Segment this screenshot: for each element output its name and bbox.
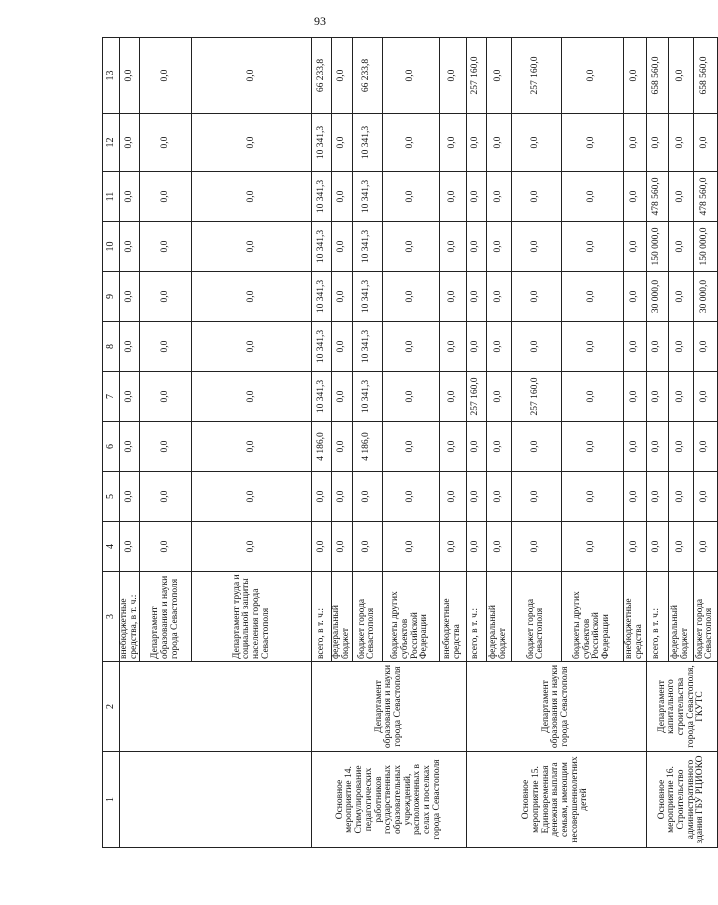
value-cell: 0,0 [561, 522, 623, 572]
header-cell: 9 [103, 272, 120, 322]
value-cell: 0,0 [623, 172, 646, 222]
header-cell: 2 [103, 662, 120, 752]
funding-source-cell: внебюджетные средства [623, 572, 646, 662]
value-cell: 0,0 [192, 372, 312, 422]
value-cell: 0,0 [561, 272, 623, 322]
value-cell: 0,0 [466, 222, 486, 272]
header-cell: 1 [103, 752, 120, 848]
value-cell: 0,0 [623, 422, 646, 472]
value-cell: 0,0 [466, 272, 486, 322]
value-cell: 0,0 [693, 522, 717, 572]
value-cell: 0,0 [140, 472, 192, 522]
value-cell: 0,0 [668, 222, 693, 272]
value-cell: 0,0 [382, 272, 439, 322]
value-cell: 0,0 [486, 422, 511, 472]
value-cell: 0,0 [668, 172, 693, 222]
value-cell: 0,0 [382, 472, 439, 522]
value-cell: 0,0 [511, 322, 561, 372]
value-cell: 0,0 [466, 172, 486, 222]
value-cell: 0,0 [668, 322, 693, 372]
value-cell: 0,0 [646, 472, 668, 522]
value-cell: 257 160,0 [511, 38, 561, 114]
header-cell: 6 [103, 422, 120, 472]
table-row [312, 38, 332, 848]
value-cell: 0,0 [332, 522, 352, 572]
value-cell: 0,0 [511, 422, 561, 472]
value-cell: 0,0 [511, 472, 561, 522]
value-cell: 0,0 [332, 272, 352, 322]
funding-source-cell: федеральный бюджет [332, 572, 352, 662]
value-cell: 0,0 [439, 114, 466, 172]
value-cell: 658 560,0 [646, 38, 668, 114]
value-cell: 0,0 [140, 272, 192, 322]
value-cell: 0,0 [623, 472, 646, 522]
value-cell: 257 160,0 [466, 372, 486, 422]
value-cell: 0,0 [623, 114, 646, 172]
value-cell: 4 186,0 [352, 422, 382, 472]
value-cell: 0,0 [140, 114, 192, 172]
header-cell: 4 [103, 522, 120, 572]
value-cell: 0,0 [332, 172, 352, 222]
page-number: 93 [314, 14, 326, 28]
value-cell: 0,0 [561, 172, 623, 222]
rotated-table-container [102, 38, 715, 848]
value-cell: 0,0 [646, 422, 668, 472]
table-body [103, 38, 718, 848]
value-cell: 0,0 [511, 222, 561, 272]
value-cell: 0,0 [693, 472, 717, 522]
value-cell: 257 160,0 [511, 372, 561, 422]
value-cell: 0,0 [466, 322, 486, 372]
value-cell: 0,0 [120, 222, 140, 272]
value-cell: 10 341,3 [312, 222, 332, 272]
value-cell: 0,0 [668, 38, 693, 114]
header-cell: 8 [103, 322, 120, 372]
value-cell: 0,0 [623, 372, 646, 422]
executor-cell [120, 662, 312, 752]
event-cell: Основное мероприятие 14. Стимулирование педагогических работников государственных образовательных учреждений, расположенных в селах и поселках города Севастополя [312, 752, 466, 848]
value-cell: 0,0 [623, 222, 646, 272]
value-cell: 478 560,0 [693, 172, 717, 222]
executor-cell: Департамент капитального строительства города Севастополя, ГКУТС [646, 662, 717, 752]
value-cell: 0,0 [382, 114, 439, 172]
value-cell: 0,0 [439, 372, 466, 422]
value-cell: 0,0 [332, 114, 352, 172]
value-cell: 0,0 [439, 272, 466, 322]
value-cell: 478 560,0 [646, 172, 668, 222]
value-cell: 10 341,3 [352, 372, 382, 422]
value-cell: 150 000,0 [646, 222, 668, 272]
value-cell: 0,0 [192, 422, 312, 472]
value-cell: 0,0 [332, 222, 352, 272]
value-cell: 30 000,0 [693, 272, 717, 322]
value-cell: 0,0 [486, 472, 511, 522]
value-cell: 10 341,3 [312, 372, 332, 422]
value-cell: 0,0 [486, 38, 511, 114]
value-cell: 0,0 [382, 172, 439, 222]
value-cell: 10 341,3 [352, 272, 382, 322]
header-cell: 10 [103, 222, 120, 272]
value-cell: 0,0 [192, 322, 312, 372]
value-cell: 0,0 [466, 114, 486, 172]
header-cell: 7 [103, 372, 120, 422]
funding-source-cell: федеральный бюджет [486, 572, 511, 662]
value-cell: 0,0 [192, 522, 312, 572]
value-cell: 0,0 [382, 372, 439, 422]
value-cell: 0,0 [382, 38, 439, 114]
value-cell: 10 341,3 [352, 172, 382, 222]
header-row [103, 38, 120, 848]
value-cell: 0,0 [140, 222, 192, 272]
value-cell: 0,0 [486, 272, 511, 322]
value-cell: 0,0 [140, 372, 192, 422]
funding-source-cell: внебюджетные средства [439, 572, 466, 662]
value-cell: 0,0 [561, 222, 623, 272]
value-cell: 0,0 [382, 522, 439, 572]
executor-cell: Департамент образования и науки города Севастополя [466, 662, 646, 752]
funding-source-cell: бюджет города Севастополя [693, 572, 717, 662]
value-cell: 0,0 [192, 272, 312, 322]
executor-cell: Департамент образования и науки города Севастополя [312, 662, 466, 752]
value-cell: 0,0 [668, 272, 693, 322]
budget-table [102, 37, 718, 848]
value-cell: 66 233,8 [312, 38, 332, 114]
value-cell: 0,0 [120, 114, 140, 172]
value-cell: 0,0 [312, 522, 332, 572]
value-cell: 0,0 [352, 472, 382, 522]
funding-source-cell: всего, в т. ч.: [646, 572, 668, 662]
value-cell: 0,0 [693, 372, 717, 422]
value-cell: 0,0 [486, 372, 511, 422]
event-cell: Основное мероприятие 15. Единовременная денежная выплата семьям, имеющим несовершеннолетних детей [466, 752, 646, 848]
table-row [646, 38, 668, 848]
value-cell: 0,0 [332, 472, 352, 522]
value-cell: 0,0 [668, 422, 693, 472]
value-cell: 0,0 [120, 522, 140, 572]
funding-source-cell: всего, в т. ч.: [312, 572, 332, 662]
value-cell: 0,0 [561, 38, 623, 114]
event-cell [120, 752, 312, 848]
value-cell: 0,0 [623, 322, 646, 372]
value-cell: 658 560,0 [693, 38, 717, 114]
value-cell: 0,0 [439, 38, 466, 114]
value-cell: 0,0 [511, 172, 561, 222]
funding-source-cell: бюджет города Севастополя [511, 572, 561, 662]
funding-source-cell: бюджет города Севастополя [352, 572, 382, 662]
value-cell: 150 000,0 [693, 222, 717, 272]
value-cell: 10 341,3 [312, 272, 332, 322]
table-row [120, 38, 140, 848]
header-cell: 11 [103, 172, 120, 222]
value-cell: 0,0 [486, 322, 511, 372]
table-row [466, 38, 486, 848]
value-cell: 0,0 [668, 372, 693, 422]
value-cell: 0,0 [192, 172, 312, 222]
funding-source-cell: внебюджетные средства, в т. ч.: [120, 572, 140, 662]
value-cell: 0,0 [623, 38, 646, 114]
value-cell: 10 341,3 [352, 322, 382, 372]
value-cell: 4 186,0 [312, 422, 332, 472]
value-cell: 0,0 [382, 322, 439, 372]
value-cell: 0,0 [332, 38, 352, 114]
value-cell: 0,0 [646, 114, 668, 172]
value-cell: 0,0 [192, 222, 312, 272]
value-cell: 0,0 [646, 322, 668, 372]
value-cell: 0,0 [646, 372, 668, 422]
value-cell: 30 000,0 [646, 272, 668, 322]
value-cell: 10 341,3 [312, 322, 332, 372]
value-cell: 0,0 [332, 322, 352, 372]
funding-source-cell: бюджеты других субъектов Российской Федерации [382, 572, 439, 662]
value-cell: 0,0 [561, 322, 623, 372]
value-cell: 0,0 [486, 172, 511, 222]
value-cell: 0,0 [120, 272, 140, 322]
value-cell: 0,0 [352, 522, 382, 572]
value-cell: 0,0 [561, 372, 623, 422]
value-cell: 10 341,3 [352, 222, 382, 272]
funding-source-cell: Департамент образования и науки города Севастополя [140, 572, 192, 662]
value-cell: 0,0 [192, 38, 312, 114]
value-cell: 0,0 [332, 422, 352, 472]
value-cell: 0,0 [623, 272, 646, 322]
value-cell: 0,0 [693, 114, 717, 172]
value-cell: 0,0 [511, 522, 561, 572]
event-cell: Основное мероприятие 16. Строительство административного здания ГБУ РЦИОКО [646, 752, 717, 848]
value-cell: 0,0 [466, 522, 486, 572]
value-cell: 0,0 [561, 114, 623, 172]
value-cell: 0,0 [439, 322, 466, 372]
funding-source-cell: Департамент труда и социальной защиты населения города Севастополя [192, 572, 312, 662]
value-cell: 0,0 [439, 422, 466, 472]
value-cell: 0,0 [466, 472, 486, 522]
value-cell: 0,0 [120, 38, 140, 114]
value-cell: 0,0 [382, 422, 439, 472]
value-cell: 0,0 [486, 222, 511, 272]
value-cell: 0,0 [668, 522, 693, 572]
funding-source-cell: бюджеты других субъектов Российской Федерации [561, 572, 623, 662]
value-cell: 0,0 [511, 114, 561, 172]
value-cell: 0,0 [693, 322, 717, 372]
value-cell: 10 341,3 [312, 114, 332, 172]
value-cell: 0,0 [382, 222, 439, 272]
value-cell: 0,0 [486, 522, 511, 572]
value-cell: 0,0 [439, 522, 466, 572]
value-cell: 0,0 [439, 172, 466, 222]
value-cell: 0,0 [312, 472, 332, 522]
value-cell: 0,0 [120, 172, 140, 222]
value-cell: 0,0 [693, 422, 717, 472]
value-cell: 0,0 [140, 172, 192, 222]
value-cell: 0,0 [668, 472, 693, 522]
value-cell: 0,0 [120, 422, 140, 472]
value-cell: 0,0 [192, 114, 312, 172]
funding-source-cell: всего, в т. ч.: [466, 572, 486, 662]
value-cell: 10 341,3 [312, 172, 332, 222]
value-cell: 0,0 [140, 522, 192, 572]
value-cell: 66 233,8 [352, 38, 382, 114]
value-cell: 257 160,0 [466, 38, 486, 114]
value-cell: 0,0 [646, 522, 668, 572]
value-cell: 0,0 [561, 472, 623, 522]
value-cell: 0,0 [439, 472, 466, 522]
value-cell: 0,0 [120, 472, 140, 522]
value-cell: 0,0 [140, 38, 192, 114]
value-cell: 0,0 [561, 422, 623, 472]
header-cell: 5 [103, 472, 120, 522]
value-cell: 0,0 [140, 322, 192, 372]
value-cell: 0,0 [120, 322, 140, 372]
value-cell: 0,0 [120, 372, 140, 422]
value-cell: 0,0 [623, 522, 646, 572]
header-cell: 12 [103, 114, 120, 172]
value-cell: 0,0 [668, 114, 693, 172]
funding-source-cell: федеральный бюджет [668, 572, 693, 662]
header-cell: 13 [103, 38, 120, 114]
value-cell: 0,0 [486, 114, 511, 172]
value-cell: 0,0 [192, 472, 312, 522]
value-cell: 0,0 [439, 222, 466, 272]
value-cell: 0,0 [332, 372, 352, 422]
value-cell: 10 341,3 [352, 114, 382, 172]
value-cell: 0,0 [140, 422, 192, 472]
value-cell: 0,0 [466, 422, 486, 472]
value-cell: 0,0 [511, 272, 561, 322]
header-cell: 3 [103, 572, 120, 662]
